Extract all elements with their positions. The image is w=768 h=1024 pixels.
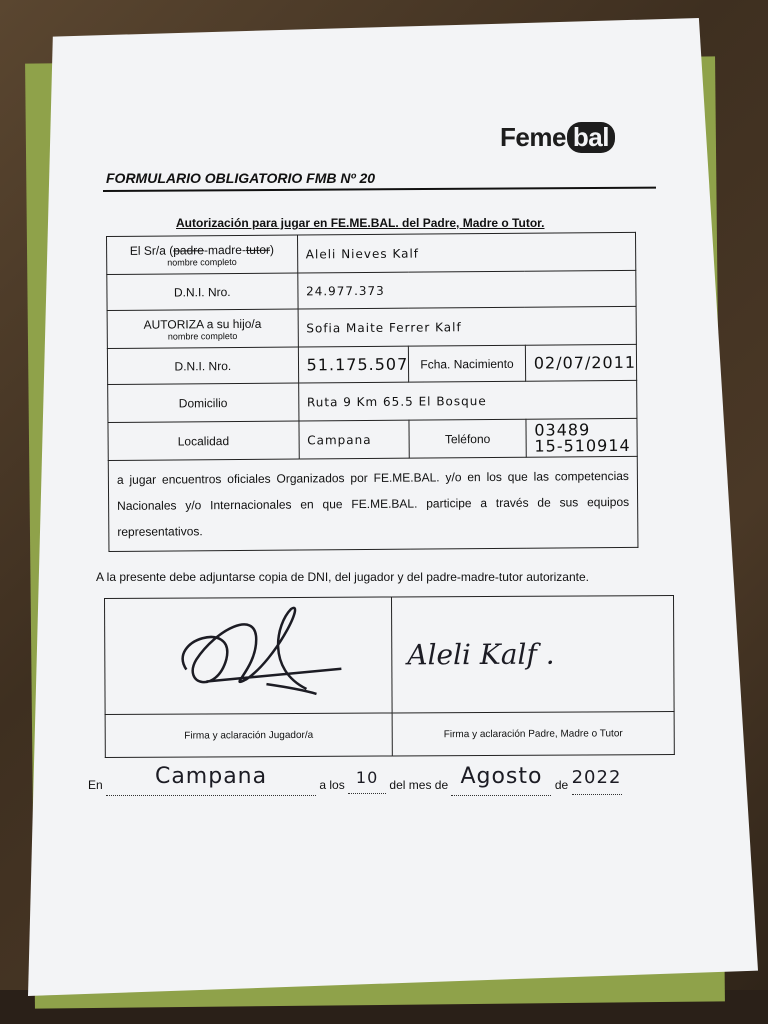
parent-signature-box[interactable] <box>391 596 674 713</box>
child-name-field[interactable]: Sofia Maite Ferrer Kalf <box>298 306 637 347</box>
place-value: Campana <box>154 764 268 789</box>
phone-field[interactable] <box>526 418 638 457</box>
parent-dni-field[interactable]: 24.977.373 <box>297 270 636 309</box>
player-signature-box[interactable] <box>105 597 393 715</box>
parent-signature-label: Firma y aclaración Padre, Madre o Tutor <box>392 712 674 756</box>
en-label: En <box>88 778 103 792</box>
attachment-note: A la presente debe adjuntarse copia de DNI, del jugador y del padre-madre-tutor autorizante. <box>96 570 589 584</box>
day-field[interactable] <box>348 768 386 794</box>
femebal-logo <box>500 122 615 153</box>
parent-sublabel: nombre completo <box>167 256 237 268</box>
date-place-line <box>88 764 658 796</box>
child-label: AUTORIZA a su hijo/a <box>143 316 262 332</box>
logo-text-a: Feme <box>500 122 566 152</box>
address-field[interactable]: Ruta 9 Km 65.5 El Bosque <box>298 380 637 421</box>
month-field[interactable] <box>451 764 551 796</box>
child-dni-label: D.N.I. Nro. <box>107 347 298 384</box>
child-label-cell <box>107 309 298 348</box>
phone-label: Teléfono <box>409 419 526 458</box>
parent-signature: Aleli Kalf . <box>407 637 555 672</box>
authorization-paragraph: a jugar encuentros oficiales Organizados por FE.ME.BAL. y/o en los que las competencias Nacionales y/o Internacionales en que FE.ME.BAL. participe a través de sus equipos representativos. <box>108 456 638 551</box>
child-dni-field[interactable]: 51.175.507 <box>298 346 409 383</box>
phone-line-1: 03489 <box>534 419 591 440</box>
player-signature-scribble <box>106 599 391 708</box>
year-field[interactable] <box>571 767 622 795</box>
logo-text-b: bal <box>567 122 615 153</box>
parent-label-cell <box>107 235 298 274</box>
phone-line-2: 15-510914 <box>534 435 631 456</box>
parent-dni-label: D.N.I. Nro. <box>107 273 298 310</box>
padre-struck: padre <box>173 242 204 257</box>
locality-label: Localidad <box>108 421 299 460</box>
locality-field[interactable]: Campana <box>299 420 410 459</box>
place-field[interactable] <box>106 764 316 796</box>
signature-table <box>104 595 675 758</box>
day-value: 10 <box>355 768 379 787</box>
address-label: Domicilio <box>108 383 299 422</box>
year-value: 2022 <box>571 767 622 788</box>
player-signature-label: Firma y aclaración Jugador/a <box>105 713 392 758</box>
alos-label: a los <box>319 778 345 792</box>
tutor-struck: tutor <box>245 242 271 257</box>
form-title: FORMULARIO OBLIGATORIO FMB Nº 20 <box>106 170 376 186</box>
birth-date-label: Fcha. Nacimiento <box>409 345 526 382</box>
de-label: de <box>554 778 569 792</box>
child-sublabel: nombre completo <box>167 330 238 342</box>
parent-label: El Sr/a (padre-madre-tutor) <box>129 242 275 258</box>
form-subtitle: Autorización para jugar en FE.ME.BAL. del Padre, Madre o Tutor. <box>176 216 545 230</box>
mes-label: del mes de <box>389 778 449 792</box>
authorization-form <box>106 232 638 552</box>
birth-date-field[interactable]: 02/07/2011 <box>525 344 636 381</box>
parent-name-field[interactable]: Aleli Nieves Kalf <box>297 232 636 273</box>
month-value: Agosto <box>460 764 543 789</box>
